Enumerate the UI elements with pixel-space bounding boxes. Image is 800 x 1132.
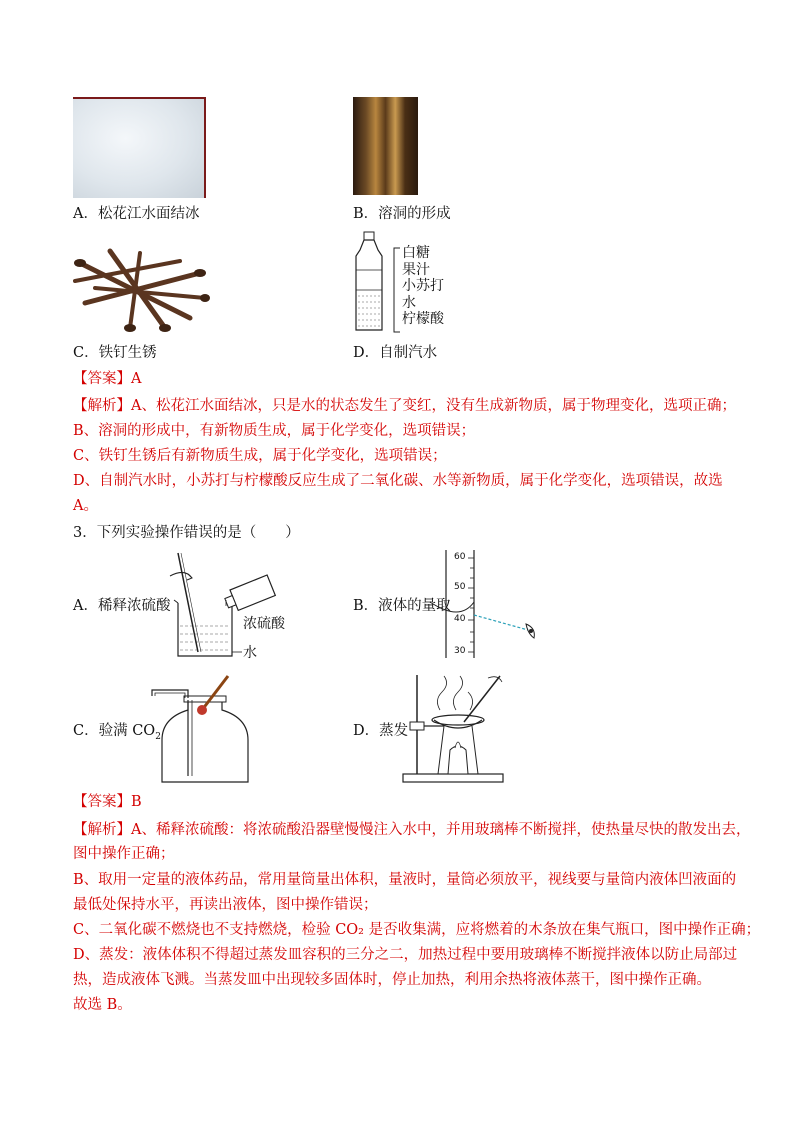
q3-option-c-label	[73, 721, 161, 747]
q3-option-b-label: B．液体的量取	[353, 598, 451, 614]
tick-40: 40	[454, 614, 466, 624]
soda-label-list	[402, 245, 444, 328]
tick-30: 30	[454, 646, 466, 656]
q3-option-c-text: C．验满 CO	[73, 723, 156, 739]
option-d-label: D．自制汽水	[353, 345, 438, 361]
gas-bottle-diagram	[150, 670, 260, 785]
soda-bracket	[392, 246, 402, 336]
option-b-label: B．溶洞的形成	[353, 206, 451, 222]
q2-analysis-line-2: B、溶洞的形成中，有新物质生成，属于化学变化，选项错误；	[73, 423, 476, 439]
q3-analysis-line-6: D、蒸发：液体体积不得超过蒸发皿容积的三分之二，加热过程中要用玻璃棒不断搅拌液体以防止局部过	[73, 947, 738, 963]
q2-analysis-line-1: 【解析】A、松花江水面结冰，只是水的状态发生了变红，没有生成新物质，属于物理变化，选项正确；	[73, 398, 736, 414]
cave-photo	[353, 97, 418, 195]
soda-label-juice: 果汁	[402, 261, 430, 278]
q2-analysis-line-3: C、铁钉生锈后有新物质生成，属于化学变化，选项错误；	[73, 448, 447, 464]
acid-label: 浓硫酸	[243, 616, 285, 632]
soda-label-citric-acid: 柠檬酸	[402, 311, 444, 327]
q3-option-c-subscript: 2	[155, 731, 161, 742]
option-c-label: C．铁钉生锈	[73, 345, 157, 361]
soda-label-water: 水	[402, 294, 416, 311]
q2-analysis-line-4: D、自制汽水时，小苏打与柠檬酸反应生成了二氧化碳、水等新物质，属于化学变化，选项错误，故选	[73, 473, 723, 489]
q3-answer: 【答案】B	[73, 794, 142, 810]
q3-option-d-label: D．蒸发	[353, 723, 409, 739]
q3-analysis-line-8: 故选 B。	[73, 997, 132, 1013]
q3-analysis-line-3: B、取用一定量的液体药品，常用量筒量出体积，量液时，量筒必须放平，视线要与量筒内液体凹液面的	[73, 872, 737, 888]
tick-50: 50	[454, 582, 466, 592]
q3-analysis-line-5: C、二氧化碳不燃烧也不支持燃烧，检验 CO₂ 是否收集满，应将燃着的木条放在集气瓶口，图中操作正确；	[73, 922, 761, 938]
q3-analysis-line-2: 图中操作正确；	[73, 846, 175, 862]
soda-label-sugar: 白糖	[402, 245, 430, 261]
tick-60: 60	[454, 552, 466, 562]
q2-answer: 【答案】A	[73, 371, 142, 387]
q2-analysis-line-5: A。	[73, 498, 98, 514]
soda-label-baking-soda: 小苏打	[402, 278, 444, 294]
ice-photo	[73, 97, 206, 198]
q3-option-a-label: A．稀释浓硫酸	[73, 598, 171, 614]
q3-analysis-line-1: 【解析】A、稀释浓硫酸：将浓硫酸沿器壁慢慢注入水中，并用玻璃棒不断搅拌，使热量尽快的散发出去，	[73, 822, 751, 838]
option-a-label: A．松花江水面结冰	[73, 206, 200, 222]
q3-stem: 3．下列实验操作错误的是（ ）	[73, 525, 300, 541]
q3-analysis-line-7: 热，造成液体飞溅。当蒸发皿中出现较多固体时，停止加热，利用余热将液体蒸干，图中操作正确。	[73, 972, 711, 988]
water-label: 水	[243, 645, 257, 661]
q3-analysis-line-4: 最低处保持水平，再读出液体，图中操作错误；	[73, 897, 378, 913]
soda-bottle-diagram	[350, 230, 390, 335]
evaporation-diagram	[400, 670, 540, 785]
rusty-nails-image	[70, 243, 210, 333]
dilute-acid-diagram	[160, 548, 290, 658]
